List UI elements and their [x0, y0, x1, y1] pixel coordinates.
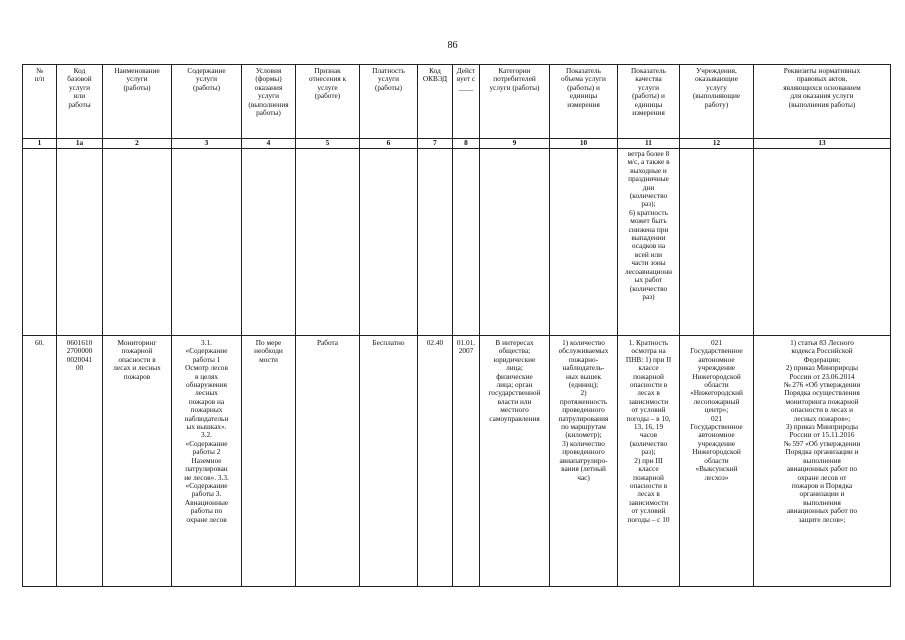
- col-number: 8: [453, 139, 480, 149]
- table-cell: [296, 149, 360, 336]
- col-header: Код базовой услуги или работы: [57, 65, 103, 139]
- service-content: 3.1. «Содержание работы 1 Осмотр лесов в целях обнаружения лесных пожаров на пожарных наблюдательн ых вышках». 3.2. «Содержание работы 2 Наземное патрулирован ие лесов». 3.3. «Содержание работы 3. Авиационные работы по охране лесов: [172, 336, 242, 587]
- col-number: 5: [296, 139, 360, 149]
- effective-date: 01.01. 2007: [453, 336, 480, 587]
- col-header: Содержание услуги (работы): [172, 65, 242, 139]
- col-number: 1а: [57, 139, 103, 149]
- service-payment: Бесплатно: [360, 336, 418, 587]
- col-header: Дейст вует с ____: [453, 65, 480, 139]
- col-number: 11: [618, 139, 680, 149]
- col-number: 2: [103, 139, 172, 149]
- col-number: 6: [360, 139, 418, 149]
- col-number: 10: [550, 139, 618, 149]
- table-row: [23, 336, 891, 587]
- table-cell: [23, 149, 57, 336]
- col-number: 13: [754, 139, 891, 149]
- col-number: 7: [418, 139, 453, 149]
- table-cell: [103, 149, 172, 336]
- column-number-row: [23, 139, 891, 149]
- consumer-categories: В интересах общества; юридические лица; физические лица; орган государственной власти или местного самоуправления: [480, 336, 550, 587]
- table-cell: [172, 149, 242, 336]
- col-header: Показатель качества услуги (работы) и единицы измерения: [618, 65, 680, 139]
- col-number: 9: [480, 139, 550, 149]
- col-header: Условия (формы) оказания услуги (выполнения работы): [242, 65, 296, 139]
- col-header: Платность услуги (работы): [360, 65, 418, 139]
- continuation-row: [23, 149, 891, 336]
- okved-code: 02.40: [418, 336, 453, 587]
- col-header: Наименование услуги (работы): [103, 65, 172, 139]
- table-cell: [680, 149, 754, 336]
- col-number: 1: [23, 139, 57, 149]
- institutions: 021 Государственное автономное учреждение Нижегородской области «Нижегородский лесопожарный центр»; 021 Государственное автономное учреждение Нижегородской области «Выксунский лесхоз»: [680, 336, 754, 587]
- service-code: 0601610 2700000 0020041 00: [57, 336, 103, 587]
- header-row: [23, 65, 891, 139]
- table-cell: [754, 149, 891, 336]
- col-header: № п/п: [23, 65, 57, 139]
- table-cell: [360, 149, 418, 336]
- col-header: Учреждения, оказывающие услугу (выполняющие работу): [680, 65, 754, 139]
- col-header: Реквизиты нормативных правовых актов, являющихся основанием для оказания услуги (выполнения работы): [754, 65, 891, 139]
- table-cell: [242, 149, 296, 336]
- services-table: [22, 64, 891, 587]
- quality-indicator-cell: ветра более 8 м/с, а также в выходные и праздничные дни (количество раз); 6) кратность может быть снижена при выпадении осадков на всей или части зоны лесоавиационн ых работ (количество раз): [618, 149, 680, 336]
- service-conditions: По мере необходи мости: [242, 336, 296, 587]
- col-number: 4: [242, 139, 296, 149]
- col-number: 3: [172, 139, 242, 149]
- col-header: Категории потребителей услуги (работы): [480, 65, 550, 139]
- col-number: 12: [680, 139, 754, 149]
- page-number: 86: [447, 40, 458, 51]
- col-header: Признак отнесения к услуге (работе): [296, 65, 360, 139]
- quality-indicator: 1. Кратность осмотра на ПНВ: 1) при II классе пожарной опасности в лесах в зависимости от условий погоды – в 10, 13, 16, 19 часов (количество раз); 2) при III классе пожарной опасности в лесах в зависимости от условий погоды – с 10: [618, 336, 680, 587]
- table-cell: [453, 149, 480, 336]
- table-cell: [418, 149, 453, 336]
- table-cell: [480, 149, 550, 336]
- volume-indicator: 1) количество обслуживаемых пожарно- наблюдатель- ных вышек (единиц); 2) протяженность проведенного патрулирования по маршрутам (километр); 3) количество проведенного авиапатрулиро- вания (летный час): [550, 336, 618, 587]
- row-number: 60.: [23, 336, 57, 587]
- table-cell: [57, 149, 103, 336]
- col-header: Код ОКВЭД: [418, 65, 453, 139]
- table-cell: [550, 149, 618, 336]
- service-name: Мониторинг пожарной опасности в лесах и лесных пожаров: [103, 336, 172, 587]
- legal-acts: 1) статья 83 Лесного кодекса Российской Федерации; 2) приказ Минприроды России от 23.06.2014 № 276 «Об утверждении Порядка осуществления мониторинга пожарной опасности в лесах и лесных пожаров»; 3) приказ Минприроды России от 15.11.2016 № 597 «Об утверждении Порядка организации и выполнения авиационных работ по охране лесов от пожаров и Порядка организации и выполнения авиационных работ по защите лесов»;: [754, 336, 891, 587]
- service-attribute: Работа: [296, 336, 360, 587]
- col-header: Показатель объема услуги (работы) и единицы измерения: [550, 65, 618, 139]
